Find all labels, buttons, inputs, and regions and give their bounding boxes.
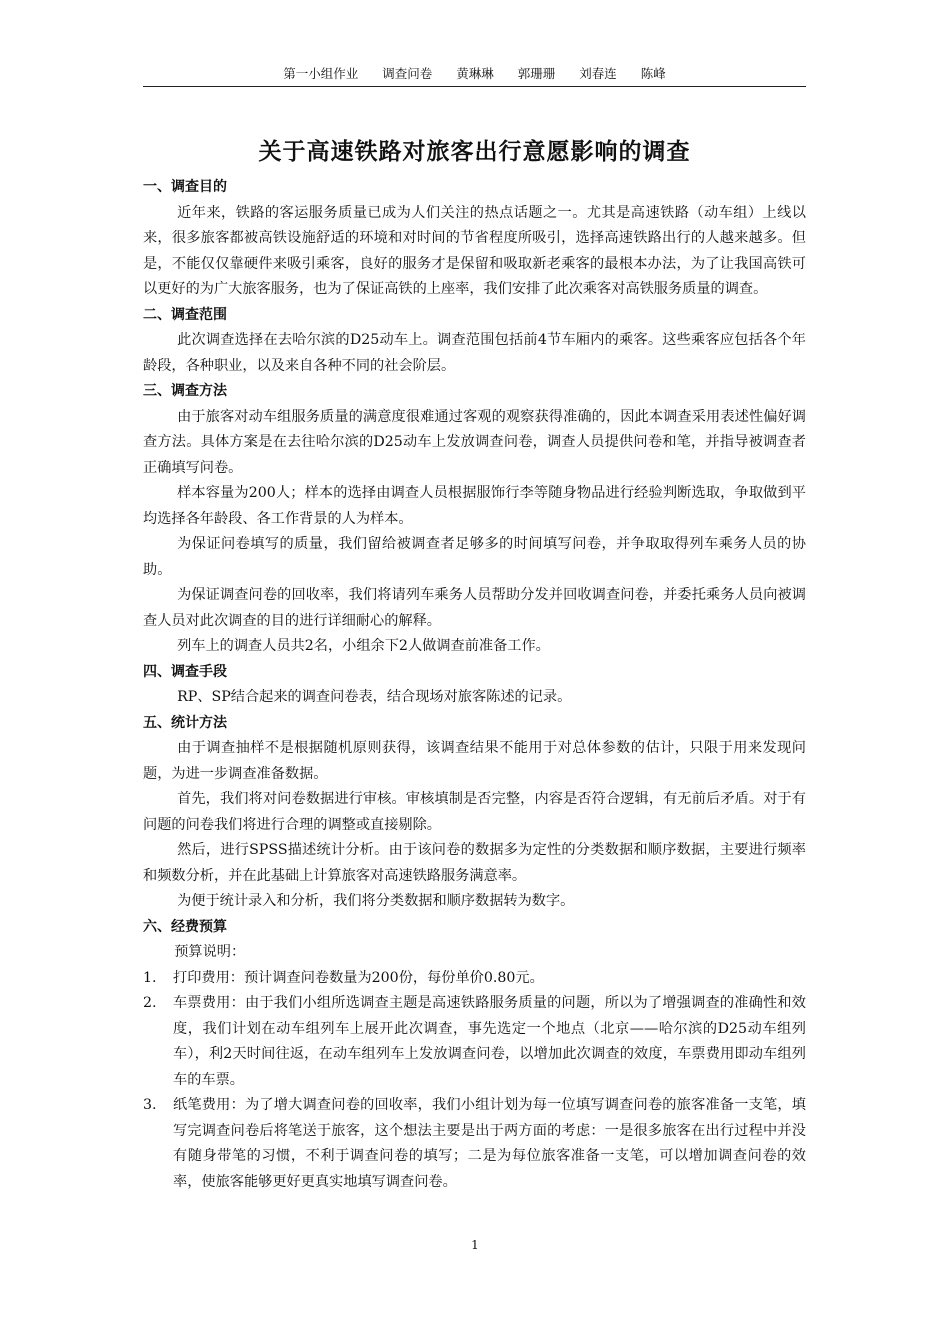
page-header — [143, 64, 806, 87]
paragraph: 近年来，铁路的客运服务质量已成为人们关注的热点话题之一。尤其是高速铁路（动车组）上线以来，很多旅客都被高铁设施舒适的环境和对时间的节省程度所吸引，选择高速铁路出行的人越来越多。但是，不能仅仅靠硬件来吸引乘客，良好的服务才是保留和吸取新老乘客的最根本办法，为了让我国高铁可以更好的为广大旅客服务，也为了保证高铁的上座率，我们安排了此次乘客对高铁服务质量的调查。 — [143, 204, 806, 297]
header-author: 郭珊珊 — [517, 66, 556, 81]
header-doc-type: 调查问卷 — [382, 66, 433, 81]
list-number: 3. — [143, 1097, 157, 1113]
section-heading: 六、经费预算 — [143, 918, 227, 935]
header-author: 黄琳琳 — [456, 66, 494, 81]
paragraph: 然后，进行SPSS描述统计分析。由于该问卷的数据多为定性的分类数据和顺序数据，主要进行频率和频数分析，并在此基础上计算旅客对高速铁路服务满意率。 — [143, 842, 806, 884]
section-heading: 一、调查目的 — [143, 179, 227, 195]
section-heading: 五、统计方法 — [143, 714, 227, 731]
list-text: 打印费用：预计调查问卷数量为200份，每份单价0.80元。 — [173, 969, 544, 986]
paragraph: 首先，我们将对问卷数据进行审核。审核填制是否完整，内容是否符合逻辑，有无前后矛盾。对于有问题的问卷我们将进行合理的调整或直接剔除。 — [143, 791, 806, 833]
section-heading: 四、调查手段 — [143, 663, 227, 680]
budget-item — [143, 1093, 806, 1195]
header-group: 第一小组作业 — [283, 66, 359, 81]
paragraph: 样本容量为200人；样本的选择由调查人员根据服饰行李等随身物品进行经验判断选取，争取做到平均选择各年龄段、各工作背景的人为样本。 — [143, 485, 806, 527]
paragraph: RP、SP结合起来的调查问卷表，结合现场对旅客陈述的记录。 — [177, 689, 572, 705]
list-text: 纸笔费用：为了增大调查问卷的回收率，我们小组计划为每一位填写调查问卷的旅客准备一支笔，填写完调查问卷后将笔送于旅客，这个想法主要是出于两方面的考虑：一是很多旅客在出行过程中并没有随身带笔的习惯，不利于调查问卷的填写；二是为每位旅客准备一支笔，可以增加调查问卷的效率，使旅客能够更好更真实地填写调查问卷。 — [173, 1097, 806, 1190]
document-title: 关于高速铁路对旅客出行意愿影响的调查 — [258, 139, 691, 165]
page-number: 1 — [471, 1238, 479, 1252]
list-text: 车票费用：由于我们小组所选调查主题是高速铁路服务质量的问题，所以为了增强调查的准确性和效度，我们计划在动车组列车上展开此次调查，事先选定一个地点（北京——哈尔滨的D25动车组列车），利2天时间往返，在动车组列车上发放调查问卷，以增加此次调查的效度，车票费用即动车组列车的车票。 — [173, 995, 806, 1088]
budget-intro: 预算说明： — [174, 944, 246, 960]
paragraph: 为保证问卷填写的质量，我们留给被调查者足够多的时间填写问卷，并争取取得列车乘务人员的协助。 — [143, 536, 806, 578]
header-author: 刘春连 — [579, 66, 617, 81]
document-body — [143, 175, 806, 1195]
paragraph: 列车上的调查人员共2名，小组余下2人做调查前准备工作。 — [177, 638, 550, 654]
paragraph: 为保证调查问卷的回收率，我们将请列车乘务人员帮助分发并回收调查问卷，并委托乘务人员向被调查人员对此次调查的目的进行详细耐心的解释。 — [143, 587, 806, 629]
paragraph: 为便于统计录入和分析，我们将分类数据和顺序数据转为数字。 — [177, 893, 575, 909]
budget-item — [143, 991, 806, 1093]
list-number: 1. — [143, 969, 157, 986]
paragraph: 由于调查抽样不是根据随机原则获得，该调查结果不能用于对总体参数的估计，只限于用来发现问题，为进一步调查准备数据。 — [143, 740, 806, 782]
section-heading: 二、调查范围 — [143, 306, 227, 323]
header-author: 陈峰 — [640, 66, 666, 81]
paragraph: 由于旅客对动车组服务质量的满意度很难通过客观的观察获得准确的，因此本调查采用表述性偏好调查方法。具体方案是在去往哈尔滨的D25动车上发放调查问卷，调查人员提供问卷和笔，并指导被调查者正确填写问卷。 — [143, 408, 806, 476]
section-heading: 三、调查方法 — [143, 383, 227, 399]
paragraph: 此次调查选择在去哈尔滨的D25动车上。调查范围包括前4节车厢内的乘客。这些乘客应包括各个年龄段，各种职业，以及来自各种不同的社会阶层。 — [143, 332, 806, 374]
budget-item — [143, 966, 806, 992]
list-number: 2. — [143, 995, 157, 1011]
